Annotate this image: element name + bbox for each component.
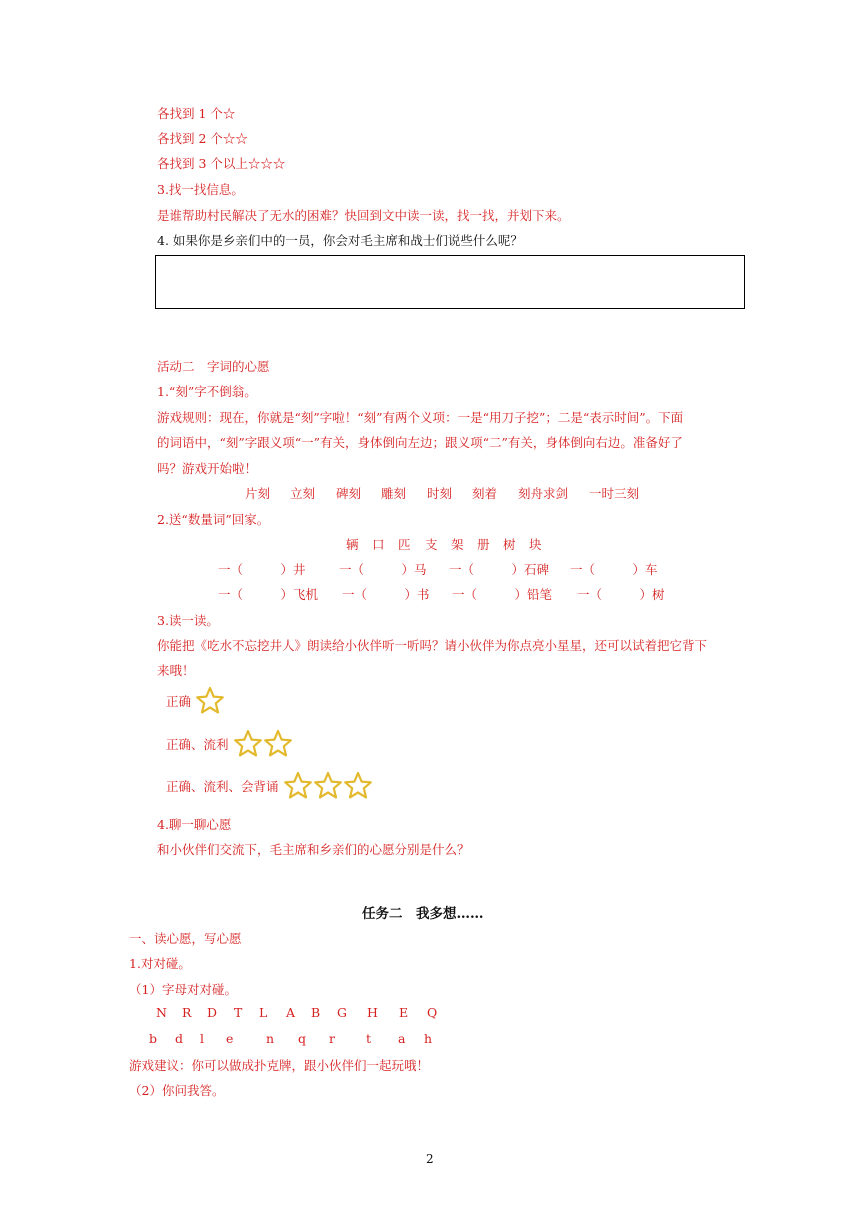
star-icon (263, 729, 293, 759)
rating-one: 各找到 1 个☆ (157, 106, 236, 121)
letter-card: t (366, 1031, 372, 1046)
letter-card: l (200, 1031, 204, 1046)
letter-card: a (398, 1031, 406, 1046)
star-icon (343, 771, 373, 801)
rule-line-1: 游戏规则：现在，你就是“刻”字啦！“刻”有两个义项：一是“用刀子挖”；二是“表示时间”。下面 (157, 410, 684, 425)
measure-word: 架 (451, 537, 464, 552)
page-number: 2 (426, 1152, 434, 1166)
measure-word: 辆 (346, 537, 359, 552)
word-item: 刻舟求剑 (518, 486, 569, 501)
activity2-title: 活动二 字词的心愿 (157, 359, 270, 374)
word-item: 刻着 (472, 486, 498, 501)
measure-word: 册 (477, 537, 490, 552)
star-label: 正确、流利 (166, 737, 229, 752)
item3-title: 3.读一读。 (157, 613, 219, 628)
letter-card: A (286, 1005, 296, 1020)
item4-title: 4.聊一聊心愿 (157, 817, 232, 832)
star-row-2 (166, 729, 293, 761)
letter-card: e (226, 1031, 234, 1046)
measure-word: 支 (425, 537, 438, 552)
measure-word: 匹 (398, 537, 411, 552)
rule-line-2: 的词语中，“刻”字跟义项“一”有关，身体倒向左边；跟义项“二”有关，身体倒向右边。准备好了 (157, 435, 683, 450)
answer-box[interactable] (155, 255, 745, 309)
word-item: 片刻 (245, 486, 271, 501)
fill-item: 一（ ）铅笔 (452, 587, 553, 602)
item2-title: 2.送“数量词”回家。 (157, 512, 270, 527)
letter-card: d (175, 1031, 184, 1046)
letter-card: Q (427, 1005, 438, 1020)
word-item: 雕刻 (381, 486, 407, 501)
star-label: 正确、流利、会背诵 (166, 779, 279, 794)
fill-item: 一（ ）马 (339, 562, 427, 577)
sub1-title: 1.对对碰。 (129, 956, 191, 971)
fill-item: 一（ ）树 (577, 587, 665, 602)
rating-two: 各找到 2 个☆☆ (157, 131, 248, 146)
letter-card: R (182, 1005, 192, 1020)
word-item: 时刻 (427, 486, 453, 501)
star-icon (283, 771, 313, 801)
rule-line-3: 吗？游戏开始啦！ (157, 461, 258, 476)
letter-card: T (234, 1005, 243, 1020)
letter-card: q (298, 1031, 307, 1046)
sub1-2-title: （2）你问我答。 (129, 1083, 225, 1098)
star-icon (195, 686, 225, 716)
word-item: 立刻 (290, 486, 316, 501)
letter-card: G (337, 1005, 347, 1020)
letter-card: b (149, 1031, 158, 1046)
letter-card: H (367, 1005, 378, 1020)
word-item: 一时三刻 (589, 486, 640, 501)
star-row-1 (166, 686, 225, 718)
star-icon (233, 729, 263, 759)
letter-card: N (156, 1005, 167, 1020)
star-label: 正确 (166, 694, 192, 709)
sub1-1-title: （1）字母对对碰。 (129, 982, 237, 997)
letter-card: r (329, 1031, 335, 1046)
measure-word: 口 (372, 537, 385, 552)
star-icon (313, 771, 343, 801)
q4-title: 4. 如果你是乡亲们中的一员，你会对毛主席和战士们说些什么呢？ (157, 233, 523, 248)
section1-title: 一、读心愿，写心愿 (129, 931, 242, 946)
q3-title: 3.找一找信息。 (157, 182, 244, 197)
measure-word: 块 (529, 537, 542, 552)
letter-card: L (259, 1005, 268, 1020)
item1-title: 1.“刻”字不倒翁。 (157, 384, 257, 399)
letter-card: E (399, 1005, 409, 1020)
suggestion: 游戏建议：你可以做成扑克牌，跟小伙伴们一起玩哦！ (129, 1058, 430, 1073)
star-row-3 (166, 771, 373, 803)
fill-item: 一（ ）井 (218, 562, 306, 577)
fill-item: 一（ ）车 (570, 562, 658, 577)
q3-text: 是谁帮助村民解决了无水的困难？快回到文中读一读，找一找，并划下来。 (157, 208, 570, 223)
letter-card: n (266, 1031, 275, 1046)
rating-three: 各找到 3 个以上☆☆☆ (157, 156, 286, 171)
word-item: 碑刻 (336, 486, 362, 501)
measure-word: 树 (503, 537, 516, 552)
fill-item: 一（ ）飞机 (218, 587, 319, 602)
item4-text: 和小伙伴们交流下，毛主席和乡亲们的心愿分别是什么？ (157, 842, 470, 857)
read-line-2: 来哦！ (157, 663, 195, 678)
letter-card: h (424, 1031, 433, 1046)
read-line-1: 你能把《吃水不忘挖井人》朗读给小伙伴听一听吗？请小伙伴为你点亮小星星，还可以试着把它背下 (157, 638, 708, 653)
fill-item: 一（ ）书 (342, 587, 430, 602)
letter-card: B (311, 1005, 321, 1020)
letter-card: D (207, 1005, 218, 1020)
fill-item: 一（ ）石碑 (449, 562, 550, 577)
task2-title: 任务二 我多想…… (362, 906, 484, 922)
